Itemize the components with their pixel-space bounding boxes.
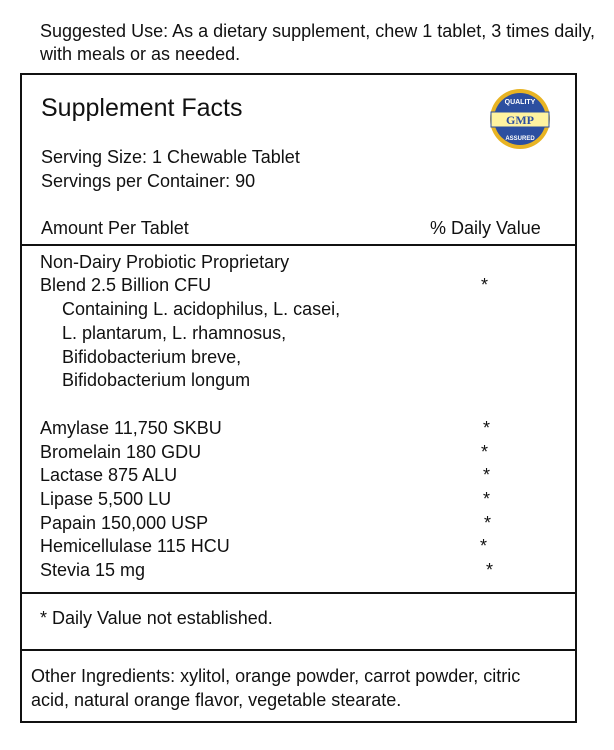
gmp-seal-top-text: QUALITY	[504, 99, 536, 106]
supplement-facts-panel	[20, 73, 577, 723]
nutrient-name: Papain 150,000 USP	[40, 513, 209, 533]
footnote-divider	[22, 649, 575, 651]
nutrient-name: Bromelain 180 GDU	[40, 442, 202, 462]
footnote: * Daily Value not established.	[40, 608, 273, 628]
nutrient-name: Lactase 875 ALU	[40, 465, 178, 485]
nutrient-name: Amylase 11,750 SKBU	[40, 418, 222, 438]
other-ingredients-line: Other Ingredients: xylitol, orange powder, carrot powder, citric	[31, 666, 521, 686]
panel-title: Supplement Facts	[41, 94, 243, 122]
suggested-use-text: Suggested Use: As a dietary supplement, chew 1 tablet, 3 times daily, with meals or as needed.	[40, 21, 595, 64]
nutrient-name: Lipase 5,500 LU	[40, 489, 172, 509]
blend-name-line1: Non-Dairy Probiotic Proprietary	[40, 252, 290, 272]
nutrient-name: Hemicellulase 115 HCU	[40, 536, 230, 556]
nutrients-divider	[22, 592, 575, 594]
nutrient-name: Stevia 15 mg	[40, 560, 146, 580]
nutrient-daily-value: *	[481, 442, 489, 462]
blend-ingredient-line: L. plantarum, L. rhamnosus,	[62, 323, 287, 343]
servings-per-container: Servings per Container: 90	[41, 171, 256, 191]
nutrient-daily-value: *	[483, 418, 491, 438]
column-header-daily-value: % Daily Value	[430, 218, 541, 238]
column-header-amount: Amount Per Tablet	[41, 218, 189, 238]
serving-size: Serving Size: 1 Chewable Tablet	[41, 147, 300, 167]
nutrient-daily-value: *	[483, 465, 491, 485]
header-divider	[22, 244, 575, 246]
nutrient-daily-value: *	[484, 513, 492, 533]
gmp-seal-icon	[488, 87, 552, 151]
nutrient-daily-value: *	[480, 536, 488, 556]
blend-ingredient-line: Bifidobacterium breve,	[62, 347, 242, 367]
blend-ingredient-line: Bifidobacterium longum	[62, 370, 251, 390]
nutrient-daily-value: *	[483, 489, 491, 509]
blend-ingredient-line: Containing L. acidophilus, L. casei,	[62, 299, 341, 319]
blend-name-line2: Blend 2.5 Billion CFU	[40, 275, 212, 295]
gmp-seal-center-text: GMP	[506, 113, 534, 127]
other-ingredients-line: acid, natural orange flavor, vegetable stearate.	[31, 690, 402, 710]
blend-daily-value: *	[481, 275, 489, 295]
gmp-seal-bottom-text: ASSURED	[505, 136, 535, 142]
nutrient-daily-value: *	[486, 560, 494, 580]
